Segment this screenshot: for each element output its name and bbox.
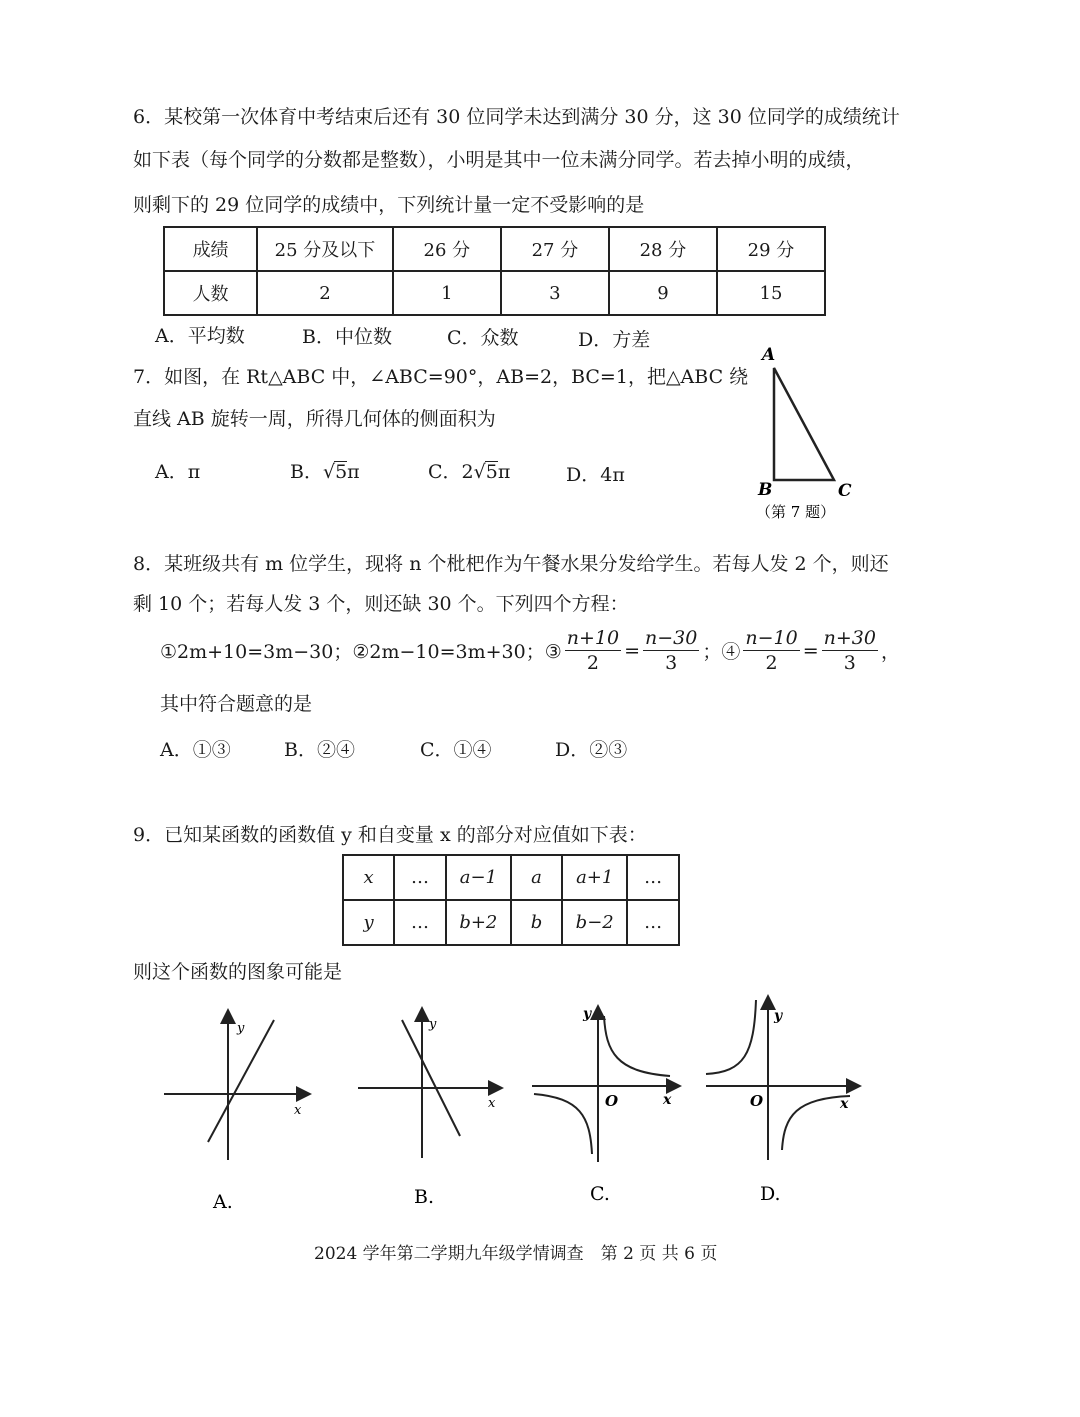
q7-option-b: B．√5π: [290, 461, 360, 483]
graph-caption-d: D.: [760, 1183, 781, 1205]
q6-count-cell: 1: [393, 271, 501, 315]
q8-option-a: A．①③: [160, 739, 231, 761]
origin-label: O: [750, 1092, 764, 1110]
graph-caption-a: A.: [213, 1191, 233, 1213]
q7-option-a: A．π: [155, 461, 201, 483]
graph-c: [532, 1006, 678, 1205]
q9-value-table: [342, 854, 680, 946]
sqrt-sign: √: [322, 461, 336, 483]
q7-triangle-figure: [740, 340, 870, 525]
fraction: $\frac{n+30}{3}$: [823, 627, 876, 674]
fraction: $\frac{n+10}{2}$: [566, 627, 620, 674]
q8-equations: ①2m+10=3m−30；②2m−10=3m+30；③ $\frac{n+10}{2}$ = $\frac{n-30}{3}$ ；④ $\frac{n-10}{2}$ = $\frac{n+30}{3}$ ，: [160, 627, 900, 674]
q8-option-d: D．②③: [555, 739, 628, 761]
q6-header-cell: 26 分: [393, 227, 501, 271]
q6-row-label-score: 成绩: [164, 227, 257, 271]
triangle-abc: [774, 368, 834, 480]
svg-text:y: y: [583, 1006, 592, 1022]
q7-option-d: D．4π: [566, 464, 625, 486]
q6-text-line-1: 6．某校第一次体育中考结束后还有 30 位同学未达到满分 30 分，这 30 位同学的成绩统计: [133, 106, 900, 128]
q6-count-cell: 2: [257, 271, 393, 315]
q9-y-cell: b−2: [562, 900, 627, 945]
svg-text:y: y: [237, 1021, 245, 1036]
q6-count-cell: 3: [501, 271, 609, 315]
q7-option-c: C．2√5π: [428, 461, 511, 483]
q6-score-table: [163, 226, 826, 316]
q8-text-line-2: 剩 10 个；若每人发 3 个，则还缺 30 个。下列四个方程：: [133, 593, 629, 615]
q8-text-line-4: 其中符合题意的是: [160, 693, 313, 715]
q9-y-cell: y: [343, 900, 394, 945]
q6-text-line-2: 如下表（每个同学的分数都是整数），小明是其中一位未满分同学。若去掉小明的成绩，: [133, 149, 865, 171]
origin-label: O: [605, 1092, 619, 1110]
q9-x-cell: …: [394, 855, 446, 900]
hyperbola-branch-q3: [534, 1094, 592, 1154]
q9-x-cell: a−1: [446, 855, 511, 900]
svg-text:y: y: [774, 1008, 783, 1024]
hyperbola-branch-q1: [604, 1016, 670, 1076]
q6-header-cell: 28 分: [609, 227, 717, 271]
q8-text-line-1: 8．某班级共有 m 位学生，现将 n 个枇杷作为午餐水果分发给学生。若每人发 2 个，则还: [133, 553, 889, 575]
graph-caption-b: B.: [414, 1186, 435, 1208]
q9-x-cell: a+1: [562, 855, 627, 900]
svg-text:x: x: [488, 1096, 496, 1111]
sqrt-sign: √: [473, 461, 486, 483]
figure-caption: （第 7 题）: [756, 503, 836, 521]
q8-option-b: B．②④: [284, 739, 355, 761]
q6-option-c: C．众数: [447, 327, 519, 349]
q9-y-cell: …: [627, 900, 679, 945]
q9-y-cell: b+2: [446, 900, 511, 945]
graph-d: [706, 998, 858, 1205]
q6-count-cell: 9: [609, 271, 717, 315]
vertex-label-c: C: [838, 481, 852, 501]
q6-count-cell: 15: [717, 271, 825, 315]
q9-text-line-2: 则这个函数的图象可能是: [133, 961, 343, 983]
q6-row-label-count: 人数: [164, 271, 257, 315]
q6-header-cell: 27 分: [501, 227, 609, 271]
q9-x-cell: …: [627, 855, 679, 900]
q9-x-cell: x: [343, 855, 394, 900]
q6-option-a: A．平均数: [155, 325, 245, 347]
svg-text:x: x: [294, 1103, 302, 1118]
decreasing-line: [402, 1020, 460, 1136]
q8-option-c: C．①④: [420, 739, 492, 761]
q6-option-d: D．方差: [578, 329, 651, 351]
increasing-line: [208, 1020, 274, 1142]
vertex-label-a: A: [762, 345, 776, 365]
svg-text:x: x: [663, 1092, 672, 1108]
q6-text-line-3: 则剩下的 29 位同学的成绩中，下列统计量一定不受影响的是: [133, 194, 645, 216]
q6-header-cell: 25 分及以下: [257, 227, 393, 271]
graph-b: [358, 1010, 500, 1208]
page-footer: 2024 学年第二学期九年级学情调查 第 2 页 共 6 页: [314, 1244, 718, 1264]
q6-header-cell: 29 分: [717, 227, 825, 271]
fraction: $\frac{n-30}{3}$: [645, 627, 698, 674]
q6-option-b: B．中位数: [302, 326, 392, 348]
svg-text:x: x: [840, 1096, 849, 1112]
q7-text-line-1: 7．如图，在 Rt△ABC 中，∠ABC=90°，AB=2，BC=1，把△ABC 绕: [133, 366, 749, 388]
fraction: $\frac{n-10}{2}$: [745, 627, 798, 674]
q9-y-cell: b: [511, 900, 562, 945]
q7-text-line-2: 直线 AB 旋转一周，所得几何体的侧面积为: [133, 408, 496, 430]
hyperbola-branch-q2: [706, 1000, 756, 1074]
q9-y-cell: …: [394, 900, 446, 945]
svg-text:y: y: [429, 1017, 437, 1032]
vertex-label-b: B: [758, 480, 773, 500]
graph-a: [164, 1012, 308, 1213]
q9-text-line-1: 9．已知某函数的函数值 y 和自变量 x 的部分对应值如下表：: [133, 824, 647, 846]
graph-caption-c: C.: [590, 1183, 610, 1205]
q9-x-cell: a: [511, 855, 562, 900]
q9-graph-options: [150, 990, 880, 1220]
